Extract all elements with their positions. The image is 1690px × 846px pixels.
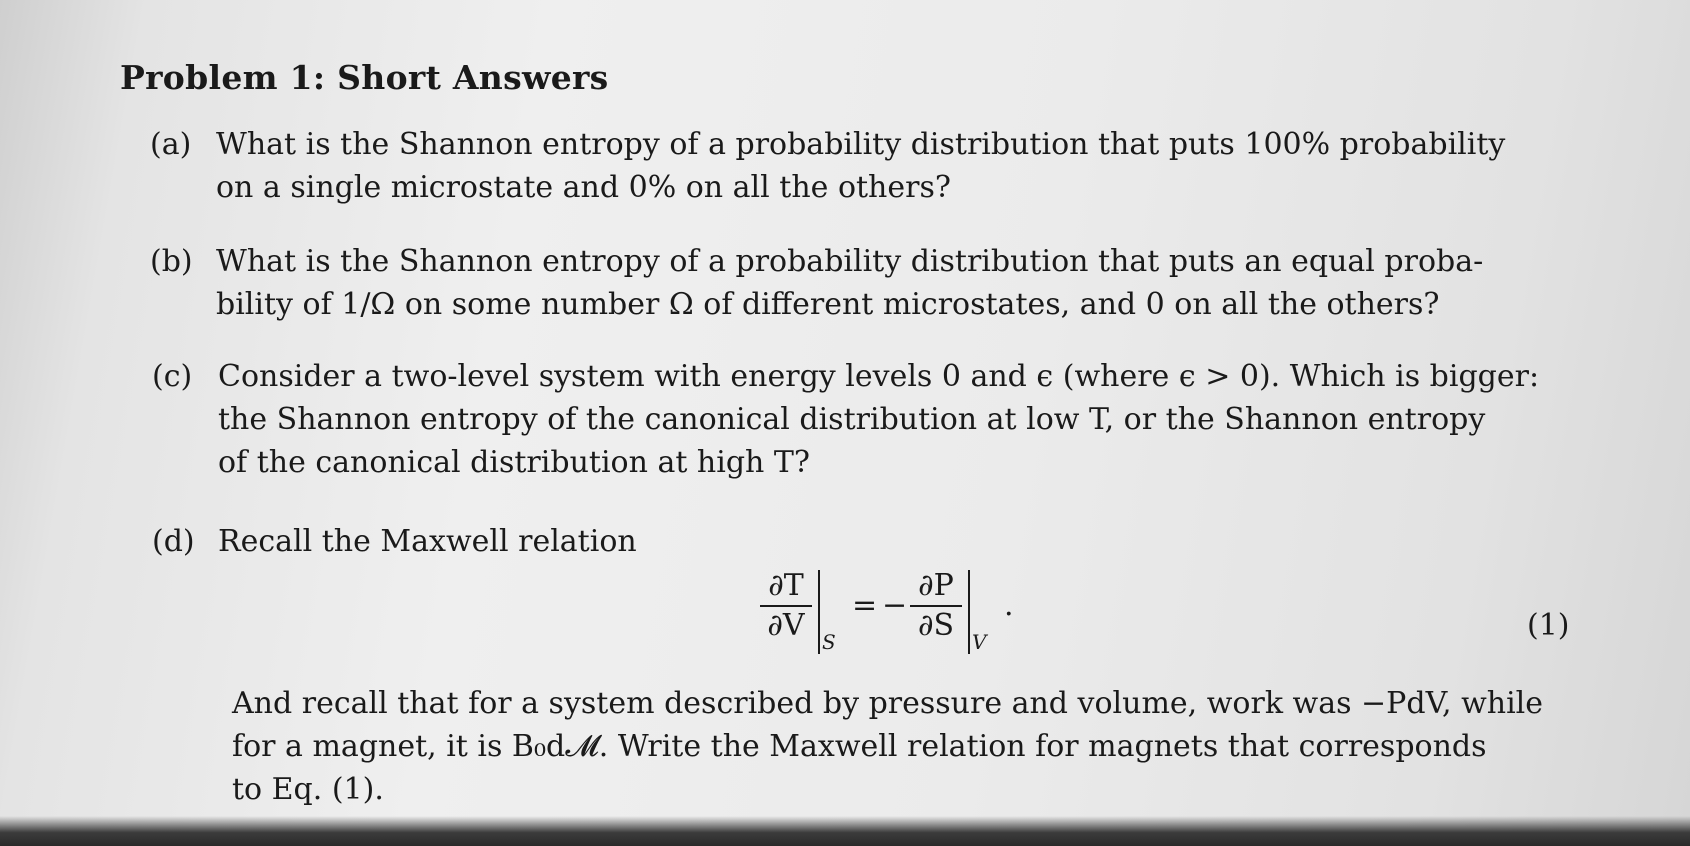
lhs-subscript: S	[822, 630, 836, 654]
maxwell-equation	[760, 568, 1020, 678]
question-d-line-3: for a magnet, it is B₀d𝓜. Write the Maxwell relation for magnets that corresponds	[232, 729, 1487, 764]
question-d-line-1: Recall the Maxwell relation	[218, 524, 637, 559]
question-b-line-1: What is the Shannon entropy of a probability distribution that puts an equal proba-	[216, 244, 1484, 279]
minus-sign: −	[882, 588, 908, 623]
rhs-eval-bar	[968, 570, 970, 654]
page-edge-shadow	[0, 816, 1690, 846]
rhs-denominator: ∂S	[917, 608, 955, 643]
lhs-denominator: ∂V	[767, 608, 805, 643]
question-c-label: (c)	[152, 359, 193, 394]
question-d-line-4: to Eq. (1).	[232, 772, 384, 807]
equals-sign: =	[852, 588, 878, 623]
problem-title: Problem 1: Short Answers	[120, 58, 609, 97]
rhs-fraction	[910, 568, 962, 644]
question-b-line-2: bility of 1/Ω on some number Ω of different microstates, and 0 on all the others?	[216, 287, 1440, 322]
question-c-line-2: the Shannon entropy of the canonical distribution at low T, or the Shannon entropy	[218, 402, 1486, 437]
question-a-line-1: What is the Shannon entropy of a probability distribution that puts 100% probability	[216, 127, 1506, 162]
question-d-label: (d)	[152, 524, 195, 559]
question-a-line-2: on a single microstate and 0% on all the others?	[216, 170, 951, 205]
question-a-label: (a)	[150, 127, 192, 162]
question-d-line-2: And recall that for a system described by pressure and volume, work was −PdV, while	[232, 686, 1544, 721]
rhs-numerator: ∂P	[918, 568, 954, 603]
lhs-fraction	[760, 568, 812, 644]
question-c-line-1: Consider a two-level system with energy levels 0 and ϵ (where ϵ > 0). Which is bigger:	[218, 359, 1540, 394]
question-b-label: (b)	[150, 244, 193, 279]
equation-number: (1)	[1527, 608, 1570, 643]
rhs-subscript: V	[972, 630, 987, 654]
lhs-numerator: ∂T	[768, 568, 804, 603]
lhs-eval-bar	[818, 570, 820, 654]
question-c-line-3: of the canonical distribution at high T?	[218, 445, 811, 480]
equation-period: .	[1004, 588, 1014, 623]
